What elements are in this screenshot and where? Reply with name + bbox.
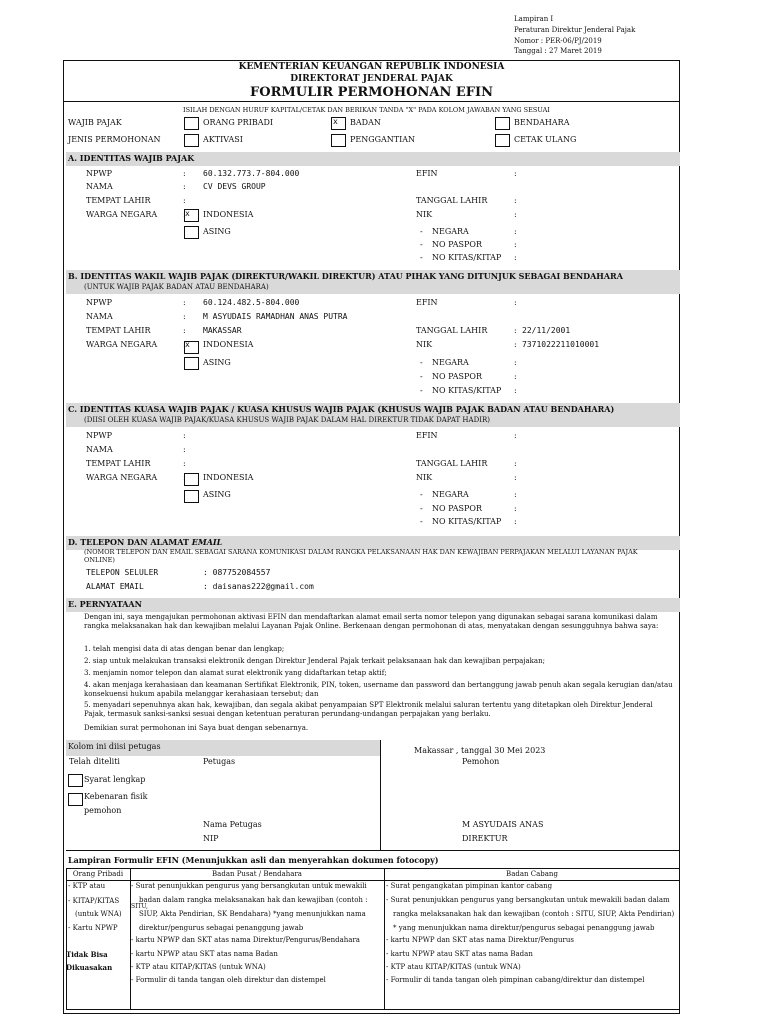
request-type-label: JENIS PERMOHONAN bbox=[68, 135, 161, 144]
statement-item-1: 1. telah mengisi data di atas dengan benar dan lengkap; bbox=[84, 645, 285, 653]
c-kitas-label: NO KITAS/KITAP bbox=[432, 517, 502, 526]
phone-value[interactable]: : 087752084557 bbox=[203, 568, 271, 577]
option-orang-pribadi: ORANG PRIBADI bbox=[203, 118, 274, 127]
bc-req-7: - KTP atau KITAP/KITAS (untuk WNA) bbox=[386, 963, 521, 971]
officer-bottom-rule bbox=[66, 850, 680, 851]
attachment-label: Lampiran I bbox=[514, 15, 554, 23]
bp-req-2: badan dalam rangka melaksanakan hak dan kewajiban (contoh : bbox=[139, 896, 368, 904]
section-d-title bbox=[68, 537, 222, 547]
attachment-header-badan-pusat: Badan Pusat / Bendahara bbox=[212, 870, 302, 878]
statement-item-5: 5. menyadari sepenuhnya akan hak, kewajiban, dan segala akibat penyampaian SPT Elektronik melalui saluran tertentu yang ditetapkan oleh Direktur Jenderal Pajak, termasuk sanksi-sanksi sesuai dengan ketentuan peraturan perundang-undangan perpajakan yang berlaku. bbox=[84, 701, 653, 718]
b-checkbox-indonesia-mark: x bbox=[185, 340, 190, 349]
a-negara-colon: : bbox=[514, 227, 517, 236]
bp-req-1: - Surat penunjukkan pengurus yang bersangkutan untuk mewakili bbox=[131, 882, 367, 890]
section-c-subtitle: (DIISI OLEH KUASA WAJIB PAJAK/KUASA KHUSUS WAJIB PAJAK DALAM HAL DIREKTUR TIDAK DAPAT HADIR) bbox=[84, 416, 490, 424]
option-penggantian: PENGGANTIAN bbox=[350, 135, 416, 144]
b-npwp-value[interactable]: 60.124.482.5-804.000 bbox=[203, 298, 300, 307]
officer-checkbox-syarat[interactable] bbox=[68, 774, 83, 787]
b-paspor-dash: - bbox=[420, 372, 423, 381]
b-efin-label: EFIN bbox=[416, 298, 438, 307]
c-negara-dash: - bbox=[420, 490, 423, 499]
b-tanggal-lahir-label: TANGGAL LAHIR bbox=[416, 326, 488, 335]
bc-req-2: - Surat penunjukkan pengurus yang bersangkutan untuk mewakili badan dalam bbox=[386, 896, 670, 904]
section-c-title: C. IDENTITAS KUASA WAJIB PAJAK / KUASA KHUSUS WAJIB PAJAK (KHUSUS WAJIB PAJAK BADAN ATAU BENDAHARA) bbox=[68, 404, 615, 414]
bp-req-8: - KTP atau KITAP/KITAS (untuk WNA) bbox=[131, 963, 266, 971]
c-nama-label: NAMA bbox=[86, 445, 113, 454]
c-option-asing: ASING bbox=[203, 490, 231, 499]
section-a-title: A. IDENTITAS WAJIB PAJAK bbox=[68, 153, 195, 163]
phone-label: TELEPON SELULER bbox=[86, 568, 159, 577]
a-checkbox-asing[interactable] bbox=[184, 226, 199, 239]
a-paspor-label: NO PASPOR bbox=[432, 240, 482, 249]
c-tempat-lahir-colon: : bbox=[183, 459, 186, 468]
section-b-subtitle: (UNTUK WAJIB PAJAK BADAN ATAU BENDAHARA) bbox=[84, 283, 269, 291]
b-kitas-dash: - bbox=[420, 386, 423, 395]
op-req-1: - KTP atau bbox=[68, 882, 106, 890]
c-nama-colon: : bbox=[183, 445, 186, 454]
email-label: ALAMAT EMAIL bbox=[86, 582, 144, 591]
officer-checkbox-kebenaran[interactable] bbox=[68, 793, 83, 806]
option-bendahara: BENDAHARA bbox=[514, 118, 570, 127]
attachment-col-divider-2 bbox=[384, 868, 385, 1010]
c-tanggal-lahir-colon: : bbox=[514, 459, 517, 468]
b-kitas-colon: : bbox=[514, 386, 517, 395]
signature-place-date: Makassar , tanggal 30 Mei 2023 bbox=[414, 746, 546, 755]
c-paspor-label: NO PASPOR bbox=[432, 504, 482, 513]
b-warga-negara-label: WARGA NEGARA bbox=[86, 340, 158, 349]
a-checkbox-indonesia-mark: x bbox=[185, 209, 190, 218]
taxpayer-type-label: WAJIB PAJAK bbox=[68, 118, 122, 127]
attachment-regulation: Peraturan Direktur Jenderal Pajak bbox=[514, 26, 636, 34]
a-npwp-colon: : bbox=[183, 169, 186, 178]
a-kitas-label: NO KITAS/KITAP bbox=[432, 253, 502, 262]
officer-petugas-label: Petugas bbox=[203, 757, 236, 766]
section-d-title-email: EMAIL bbox=[191, 537, 223, 547]
c-tempat-lahir-label: TEMPAT LAHIR bbox=[86, 459, 151, 468]
c-npwp-label: NPWP bbox=[86, 431, 112, 440]
attachment-number: Nomor : PER-06/PJ/2019 bbox=[514, 37, 602, 45]
b-kitas-label: NO KITAS/KITAP bbox=[432, 386, 502, 395]
attachment-header-rule bbox=[66, 880, 680, 881]
checkbox-cetak-ulang[interactable] bbox=[495, 134, 510, 147]
signature-role: Pemohon bbox=[462, 757, 500, 766]
b-checkbox-asing[interactable] bbox=[184, 357, 199, 370]
c-kitas-dash: - bbox=[420, 517, 423, 526]
b-paspor-label: NO PASPOR bbox=[432, 372, 482, 381]
b-tanggal-lahir-colon: : bbox=[514, 326, 517, 335]
bc-req-3: rangka melaksanakan hak dan kewajiban (contoh : SITU, SIUP, Akta Pendirian) bbox=[393, 910, 675, 918]
a-nama-colon: : bbox=[183, 182, 186, 191]
b-nik-colon: : bbox=[514, 340, 517, 349]
op-req-3: (untuk WNA) bbox=[75, 910, 122, 918]
bp-req-9: - Formulir di tanda tangan oleh direktur dan distempel bbox=[131, 976, 326, 984]
a-option-indonesia: INDONESIA bbox=[203, 210, 254, 219]
bp-req-6: - kartu NPWP dan SKT atas nama Direktur/Pengurus/Bendahara bbox=[131, 936, 360, 944]
b-negara-dash: - bbox=[420, 358, 423, 367]
ministry-heading: KEMENTERIAN KEUANGAN REPUBLIK INDONESIA bbox=[238, 62, 505, 72]
a-nama-label: NAMA bbox=[86, 182, 113, 191]
email-value[interactable]: : daisanas222@gmail.com bbox=[203, 582, 314, 591]
a-negara-label: NEGARA bbox=[432, 227, 469, 236]
c-warga-negara-label: WARGA NEGARA bbox=[86, 473, 158, 482]
b-negara-label: NEGARA bbox=[432, 358, 469, 367]
statement-intro: Dengan ini, saya mengajukan permohonan aktivasi EFIN dan mendaftarkan alamat email serta nomor telepon yang digunakan sebagai sarana komunikasi dalam rangka melaksanakan hak dan kewajiban melalui Layanan Pajak Online. Berkenaan dengan permohonan di atas, menyatakan dengan sesungguhnya bahwa saya: bbox=[84, 613, 659, 630]
c-nik-label: NIK bbox=[416, 473, 433, 482]
a-efin-colon: : bbox=[514, 169, 517, 178]
a-efin-label: EFIN bbox=[416, 169, 438, 178]
attachment-header-badan-cabang: Badan Cabang bbox=[506, 870, 558, 878]
c-efin-colon: : bbox=[514, 431, 517, 440]
b-nik-label: NIK bbox=[416, 340, 433, 349]
b-option-asing: ASING bbox=[203, 358, 231, 367]
a-kitas-dash: - bbox=[420, 253, 423, 262]
b-tempat-lahir-value[interactable]: MAKASSAR bbox=[203, 326, 242, 335]
a-tanggal-lahir-label: TANGGAL LAHIR bbox=[416, 196, 488, 205]
op-req-5: Tidak Bisa bbox=[66, 950, 108, 959]
b-nik-value[interactable]: 7371022211010001 bbox=[522, 340, 600, 349]
section-e-band bbox=[66, 598, 680, 612]
a-kitas-colon: : bbox=[514, 253, 517, 262]
bp-req-4: SIUP, Akta Pendirian, SK Bendahara) *yang menunjukkan nama bbox=[139, 910, 366, 918]
c-checkbox-indonesia[interactable] bbox=[184, 473, 199, 486]
op-req-4: - Kartu NPWP bbox=[68, 924, 118, 932]
a-tanggal-lahir-colon: : bbox=[514, 196, 517, 205]
section-e-title: E. PERNYATAAN bbox=[68, 599, 142, 609]
c-option-indonesia: INDONESIA bbox=[203, 473, 254, 482]
a-npwp-value[interactable]: 60.132.773.7-804.000 bbox=[203, 169, 300, 178]
bc-req-6: - kartu NPWP atau SKT atas nama Badan bbox=[386, 950, 533, 958]
officer-nip-label: NIP bbox=[203, 834, 219, 843]
b-nama-label: NAMA bbox=[86, 312, 113, 321]
officer-header: Kolom ini diisi petugas bbox=[68, 742, 161, 751]
a-negara-dash: - bbox=[420, 227, 423, 236]
attachment-header-orang-pribadi: Orang Pribadi bbox=[72, 870, 124, 878]
b-paspor-colon: : bbox=[514, 372, 517, 381]
a-paspor-dash: - bbox=[420, 240, 423, 249]
option-aktivasi: AKTIVASI bbox=[203, 135, 243, 144]
c-paspor-colon: : bbox=[514, 504, 517, 513]
checkbox-aktivasi[interactable] bbox=[184, 134, 199, 147]
c-negara-colon: : bbox=[514, 490, 517, 499]
b-npwp-label: NPWP bbox=[86, 298, 112, 307]
a-option-asing: ASING bbox=[203, 227, 231, 236]
officer-syarat-label: Syarat lengkap bbox=[84, 775, 146, 784]
c-tanggal-lahir-label: TANGGAL LAHIR bbox=[416, 459, 488, 468]
c-nik-colon: : bbox=[514, 473, 517, 482]
attachment-table-title: Lampiran Formulir EFIN (Menunjukkan asli dan menyerahkan dokumen fotocopy) bbox=[68, 855, 439, 865]
c-checkbox-asing[interactable] bbox=[184, 490, 199, 503]
a-tempat-lahir-label: TEMPAT LAHIR bbox=[86, 196, 151, 205]
a-npwp-label: NPWP bbox=[86, 169, 112, 178]
bp-req-5: direktur/pengurus sebagai penanggung jawab bbox=[139, 924, 304, 932]
bc-req-5: - kartu NPWP dan SKT atas nama Direktur/Pengurus bbox=[386, 936, 574, 944]
c-npwp-colon: : bbox=[183, 431, 186, 440]
b-nama-value[interactable]: M ASYUDAIS RAMADHAN ANAS PUTRA bbox=[203, 312, 348, 321]
signature-name: M ASYUDAIS ANAS bbox=[462, 820, 544, 829]
officer-nama-label: Nama Petugas bbox=[203, 820, 262, 829]
bc-req-8: - Formulir di tanda tangan oleh pimpinan cabang/direktur dan distempel bbox=[386, 976, 645, 984]
b-efin-colon: : bbox=[514, 298, 517, 307]
bp-req-7: - kartu NPWP atau SKT atas nama Badan bbox=[131, 950, 278, 958]
officer-divider bbox=[380, 740, 381, 850]
statement-item-3: 3. menjamin nomor telepon dan alamat surat elektronik yang didaftarkan tetap aktif; bbox=[84, 669, 387, 677]
section-d-note: (NOMOR TELEPON DAN EMAIL SEBAGAI SARANA KOMUNIKASI DALAM RANGKA PELAKSANAAN HAK DAN KEWAJIBAN PERPAJAKAN MELALUI LAYANAN PAJAK ONLINE) bbox=[84, 548, 638, 564]
b-negara-colon: : bbox=[514, 358, 517, 367]
checkbox-bendahara[interactable] bbox=[495, 117, 510, 130]
attachment-date: Tanggal : 27 Maret 2019 bbox=[514, 47, 602, 55]
a-nik-colon: : bbox=[514, 210, 517, 219]
officer-kebenaran-label: Kebenaran fisik bbox=[84, 792, 148, 801]
option-badan: BADAN bbox=[350, 118, 381, 127]
checkbox-orang-pribadi[interactable] bbox=[184, 117, 199, 130]
a-paspor-colon: : bbox=[514, 240, 517, 249]
bc-req-1: - Surat pengangkatan pimpinan kantor cabang bbox=[386, 882, 553, 890]
b-tempat-lahir-label: TEMPAT LAHIR bbox=[86, 326, 151, 335]
op-req-2: - KITAP/KITAS bbox=[68, 897, 120, 905]
checkbox-penggantian[interactable] bbox=[331, 134, 346, 147]
op-req-6: Dikuasakan bbox=[66, 963, 113, 972]
directorate-heading: DIREKTORAT JENDERAL PAJAK bbox=[290, 74, 453, 84]
title-divider bbox=[63, 101, 680, 102]
section-b-title: B. IDENTITAS WAKIL WAJIB PAJAK (DIREKTUR/WAKIL DIREKTUR) ATAU PIHAK YANG DITUNJUK SEBAGAI BENDAHARA bbox=[68, 271, 623, 281]
b-option-indonesia: INDONESIA bbox=[203, 340, 254, 349]
checkbox-badan-mark: x bbox=[333, 117, 338, 126]
bp-req-3: SITU, bbox=[131, 903, 148, 910]
b-tempat-lahir-colon: : bbox=[183, 326, 186, 335]
b-nama-colon: : bbox=[183, 312, 186, 321]
a-nik-label: NIK bbox=[416, 210, 433, 219]
c-efin-label: EFIN bbox=[416, 431, 438, 440]
officer-pemohon-label: pemohon bbox=[84, 806, 122, 815]
signature-position: DIREKTUR bbox=[462, 834, 508, 843]
b-tanggal-lahir-value[interactable]: 22/11/2001 bbox=[522, 326, 571, 335]
a-warga-negara-label: WARGA NEGARA bbox=[86, 210, 158, 219]
bc-req-4: * yang menunjukkan nama direktur/pengurus sebagai penanggung jawab bbox=[393, 924, 655, 932]
statement-closing: Demikian surat permohonan ini Saya buat dengan sebenarnya. bbox=[84, 724, 309, 732]
page-title: FORMULIR PERMOHONAN EFIN bbox=[250, 85, 493, 100]
a-nama-value[interactable]: CV DEVS GROUP bbox=[203, 182, 266, 191]
instruction-text: ISILAH DENGAN HURUF KAPITAL/CETAK DAN BERIKAN TANDA "X" PADA KOLOM JAWABAN YANG SESUAI bbox=[183, 106, 550, 114]
a-tempat-lahir-colon: : bbox=[183, 196, 186, 205]
c-paspor-dash: - bbox=[420, 504, 423, 513]
statement-item-4: 4. akan menjaga kerahasiaan dan keamanan Sertifikat Elektronik, PIN, token, username dan password dan bertanggung jawab penuh akan segala kerugian dan/atau konsekuensi hukum apabila melanggar kerahasiaan tersebut; dan bbox=[84, 681, 673, 698]
option-cetak-ulang: CETAK ULANG bbox=[514, 135, 577, 144]
b-npwp-colon: : bbox=[183, 298, 186, 307]
officer-checked-label: Telah diteliti bbox=[69, 757, 120, 766]
c-kitas-colon: : bbox=[514, 517, 517, 526]
section-d-title-main: D. TELEPON DAN ALAMAT bbox=[68, 537, 189, 547]
c-negara-label: NEGARA bbox=[432, 490, 469, 499]
statement-item-2: 2. siap untuk melakukan transaksi elektronik dengan Direktur Jenderal Pajak terkait pelaksanaan hak dan kewajiban perpajakan; bbox=[84, 657, 545, 665]
